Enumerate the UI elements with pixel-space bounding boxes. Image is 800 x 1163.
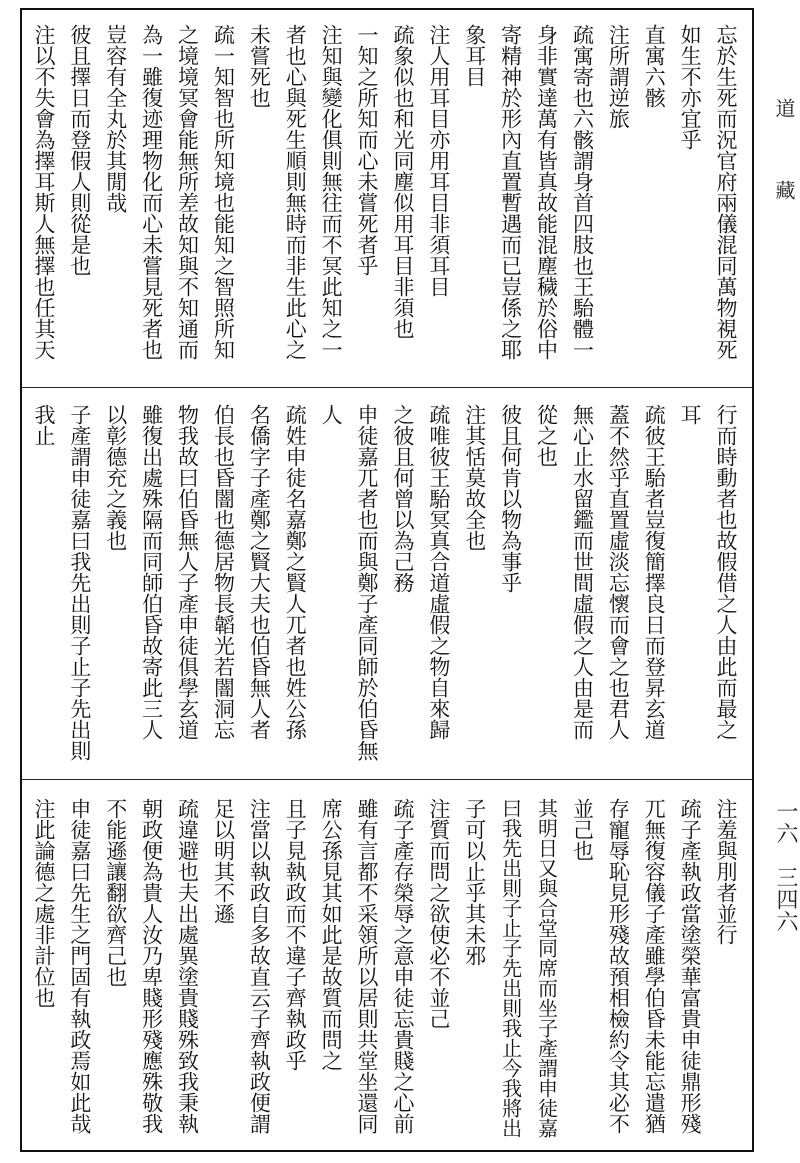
text-column: 雖有言都不采領所以居則共堂坐還同: [355, 798, 380, 1134]
text-column: 申徒嘉曰先生之門固有執政焉如此哉: [67, 798, 92, 1134]
text-column: 兀無復容儀子產雖學伯昏未能忘遣猶: [642, 798, 667, 1134]
register-middle: [22, 398, 752, 782]
text-column: 物我故曰伯昏無人子產申徒俱學玄道: [175, 404, 200, 740]
text-column: 其明日又與合堂同席而坐子產謂申徒嘉: [534, 798, 559, 1138]
text-column: 疏唯彼王駘冥真合道虛假之物自來歸: [426, 404, 451, 740]
text-column: 寄精神於形內直置暫遇而已豈係之耶: [498, 24, 523, 360]
text-column: 疏子產存榮辱之意申徒忘貴賤之心前: [390, 798, 415, 1134]
text-column: 疏子產執政當塗榮華富貴申徒鼎形殘: [678, 798, 703, 1134]
text-column: 無心止水留鑑而世間虛假之人由是而: [570, 404, 595, 740]
text-column: 疏違避也夫出處異塗貴賤殊致我秉執: [175, 798, 200, 1134]
text-column: 直寓六骸: [642, 24, 667, 108]
text-column: 席公孫見其如此是故質而問之: [319, 798, 344, 1071]
text-column: 申徒嘉兀者也而與鄭子產同師於伯昏無: [355, 404, 380, 761]
margin-collection-char-1: 道: [772, 98, 796, 118]
text-column: 彼且擇日而登假人則從是也: [67, 24, 92, 276]
text-column: 一知之所知而心未嘗死者乎: [355, 24, 380, 276]
text-column: 子可以止乎其未邪: [462, 798, 487, 966]
register-top: [22, 18, 752, 388]
text-column: 注人用耳目亦用耳目非須耳目: [426, 24, 451, 297]
text-column: 行而時動者也故假借之人由此而最之: [714, 404, 739, 740]
text-column: 疏姓申徒名嘉鄭之賢人兀者也姓公孫: [283, 404, 308, 740]
text-column: 之境境冥會能無所差故知與不知通而: [175, 24, 200, 360]
text-column: 朝政便為貴人汝乃卑賤形殘應殊敬我: [139, 798, 164, 1134]
text-column: 彼且何肯以物為事乎: [498, 404, 523, 593]
text-column: 豈容有全丸於其閒哉: [103, 24, 128, 213]
text-column: 名僑字子產鄭之賢大夫也伯昏無人者: [247, 404, 272, 740]
text-column: 疏彼王駘者豈復簡擇良日而登昇玄道: [642, 404, 667, 740]
text-column: 人: [319, 404, 344, 425]
text-column: 象耳目: [462, 24, 487, 87]
text-column: 足以明其不遜: [211, 798, 236, 924]
text-column: 疏寓寄也六骸謂身首四肢也王駘體一: [570, 24, 595, 360]
text-column: 且子見執政而不違子齊執政乎: [283, 798, 308, 1071]
text-column: 注羞與刖者並行: [714, 798, 739, 945]
page-frame: [20, 8, 754, 1152]
text-column: 身非實達萬有皆真故能混塵穢於俗中: [534, 24, 559, 360]
text-column: 注所謂逆旅: [606, 24, 631, 129]
text-column: 存寵辱恥見形殘故預相檢約令其必不: [606, 798, 631, 1134]
text-column: 疏象似也和光同塵似用耳目非須也: [390, 24, 415, 339]
margin-page-number: 一六 三四六: [773, 800, 798, 932]
text-column: 如生不亦宜乎: [678, 24, 703, 150]
text-column: 伯長也昏闇也德居物長韜光若闇洞忘: [211, 404, 236, 740]
text-column: 為一雖復迹理物化而心未嘗見死者也: [139, 24, 164, 360]
text-column: 以彰德充之義也: [103, 404, 128, 551]
text-column: 之彼且何曾以為己務: [390, 404, 415, 593]
text-column: 我止: [31, 404, 56, 446]
text-column: 並己也: [570, 798, 595, 861]
register-bottom: [22, 792, 752, 1152]
register-divider: [22, 779, 752, 780]
text-column: 注知與變化俱則無往而不冥此知之一: [319, 24, 344, 360]
text-column: 疏一知智也所知境也能知之智照所知: [211, 24, 236, 360]
margin-collection-char-2: 藏: [772, 180, 796, 200]
text-column: 注此論德之處非計位也: [31, 798, 56, 1008]
text-column: 注質而問之欲使必不並己: [426, 798, 451, 1029]
text-column: 耳: [678, 404, 703, 425]
text-column: 者也心與死生順則無時而非生此心之: [283, 24, 308, 360]
text-column: 忘於生死而況官府兩儀混同萬物視死: [714, 24, 739, 360]
text-column: 曰我先出則子止子先出則我止今我將出: [498, 798, 523, 1138]
text-column: 從之也: [534, 404, 559, 467]
text-column: 注其恬莫故全也: [462, 404, 487, 551]
text-column: 注以不失會為擇耳斯人無擇也任其天: [31, 24, 56, 360]
text-column: 雖復出處殊隔而同師伯昏故寄此三人: [139, 404, 164, 740]
text-column: 不能遜讓翻欲齊己也: [103, 798, 128, 987]
register-divider: [22, 387, 752, 388]
text-column: 子產謂申徒嘉曰我先出則子止子先出則: [67, 404, 92, 761]
text-column: 注當以執政自多故直云子齊執政便謂: [247, 798, 272, 1134]
text-column: 蓋不然乎直置虛淡忘懷而會之也君人: [606, 404, 631, 740]
text-column: 未嘗死也: [247, 24, 272, 108]
